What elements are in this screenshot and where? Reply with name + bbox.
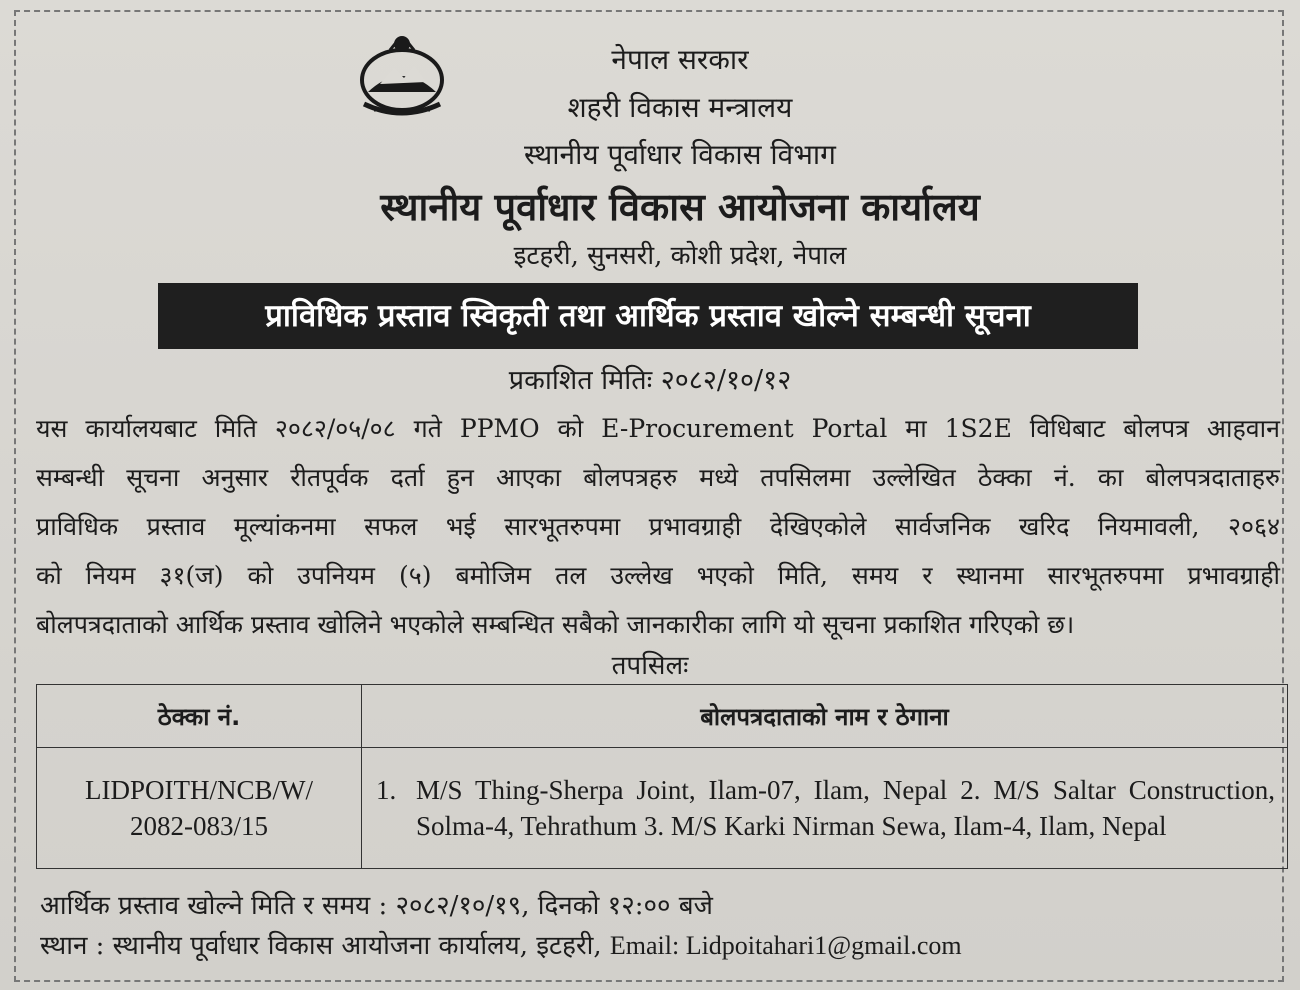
details-label: तपसिलः (611, 651, 689, 681)
table-row (37, 748, 1288, 869)
body-line: सम्बन्धी सूचना अनुसार रीतपूर्वक दर्ता हुन आएका बोलपत्रहरु मध्ये तपसिलमा उल्लेखित ठेक्का नं. का बोलपत्रदाताहरु (36, 463, 1280, 492)
bidders-cell (362, 748, 1288, 869)
body-line: प्राविधिक प्रस्ताव मूल्यांकनमा सफल भई सारभूतरुपमा प्रभावग्राही देखिएकोले सार्वजनिक खरिद नियमावली, २०६४ (36, 512, 1280, 541)
body-line: को नियम ३१(ज) को उपनियम (५) बमोजिम तल उल्लेख भएको मिति, समय र स्थानमा सारभूतरुपमा प्रभावग्राही (36, 561, 1280, 590)
contract-no-line: LIDPOITH/NCB/W/ (85, 775, 313, 805)
contract-no-line: 2082-083/15 (130, 811, 268, 841)
bidders-list: M/S Thing-Sherpa Joint, Ilam-07, Ilam, Nepal 2. M/S Saltar Construction, Solma-4, Tehrathum 3. M/S Karki Nirman Sewa, Ilam-4, Ilam, Nepal (416, 775, 1275, 841)
department-name: स्थानीय पूर्वाधार विकास विभाग (524, 138, 836, 171)
ministry-name: शहरी विकास मन्त्रालय (567, 91, 793, 124)
bidder-number: 1. (376, 775, 397, 805)
body-line: यस कार्यालयबाट मिति २०८२/०५/०८ गते PPMO को E-Procurement Portal मा 1S2E विधिबाट बोलपत्र आहवान (36, 414, 1280, 443)
contract-no-header: ठेक्का नं. (37, 685, 362, 748)
office-name: स्थानीय पूर्वाधार विकास आयोजना कार्यालय (380, 185, 980, 229)
table-header-row (37, 685, 1288, 748)
office-address: इटहरी, सुनसरी, कोशी प्रदेश, नेपाल (513, 241, 847, 271)
govt-name: नेपाल सरकार (611, 43, 749, 76)
contract-no-cell (37, 748, 362, 869)
notice-body (36, 404, 1280, 649)
email-address[interactable]: Email: Lidpoitahari1@gmail.com (609, 931, 962, 960)
opening-date-time: आर्थिक प्रस्ताव खोल्ने मिति र समय : २०८२/१०/१९, दिनको १२:०० बजे (40, 891, 713, 921)
location-line (40, 926, 962, 962)
location-text: स्थान : स्थानीय पूर्वाधार विकास आयोजना कार्यालय, इटहरी, (40, 931, 602, 961)
body-line: बोलपत्रदाताको आर्थिक प्रस्ताव खोलिने भएकोले सम्बन्धित सबैको जानकारीका लागि यो सूचना प्रकाशित गरिएको छ। (36, 610, 1075, 639)
contract-table (36, 684, 1288, 869)
bidder-header: बोलपत्रदाताको नाम र ठेगाना (362, 685, 1288, 748)
published-date: प्रकाशित मितिः २०८२/१०/१२ (508, 365, 792, 396)
notice-title: प्राविधिक प्रस्ताव स्विकृती तथा आर्थिक प्रस्ताव खोल्ने सम्बन्धी सूचना (158, 283, 1138, 349)
